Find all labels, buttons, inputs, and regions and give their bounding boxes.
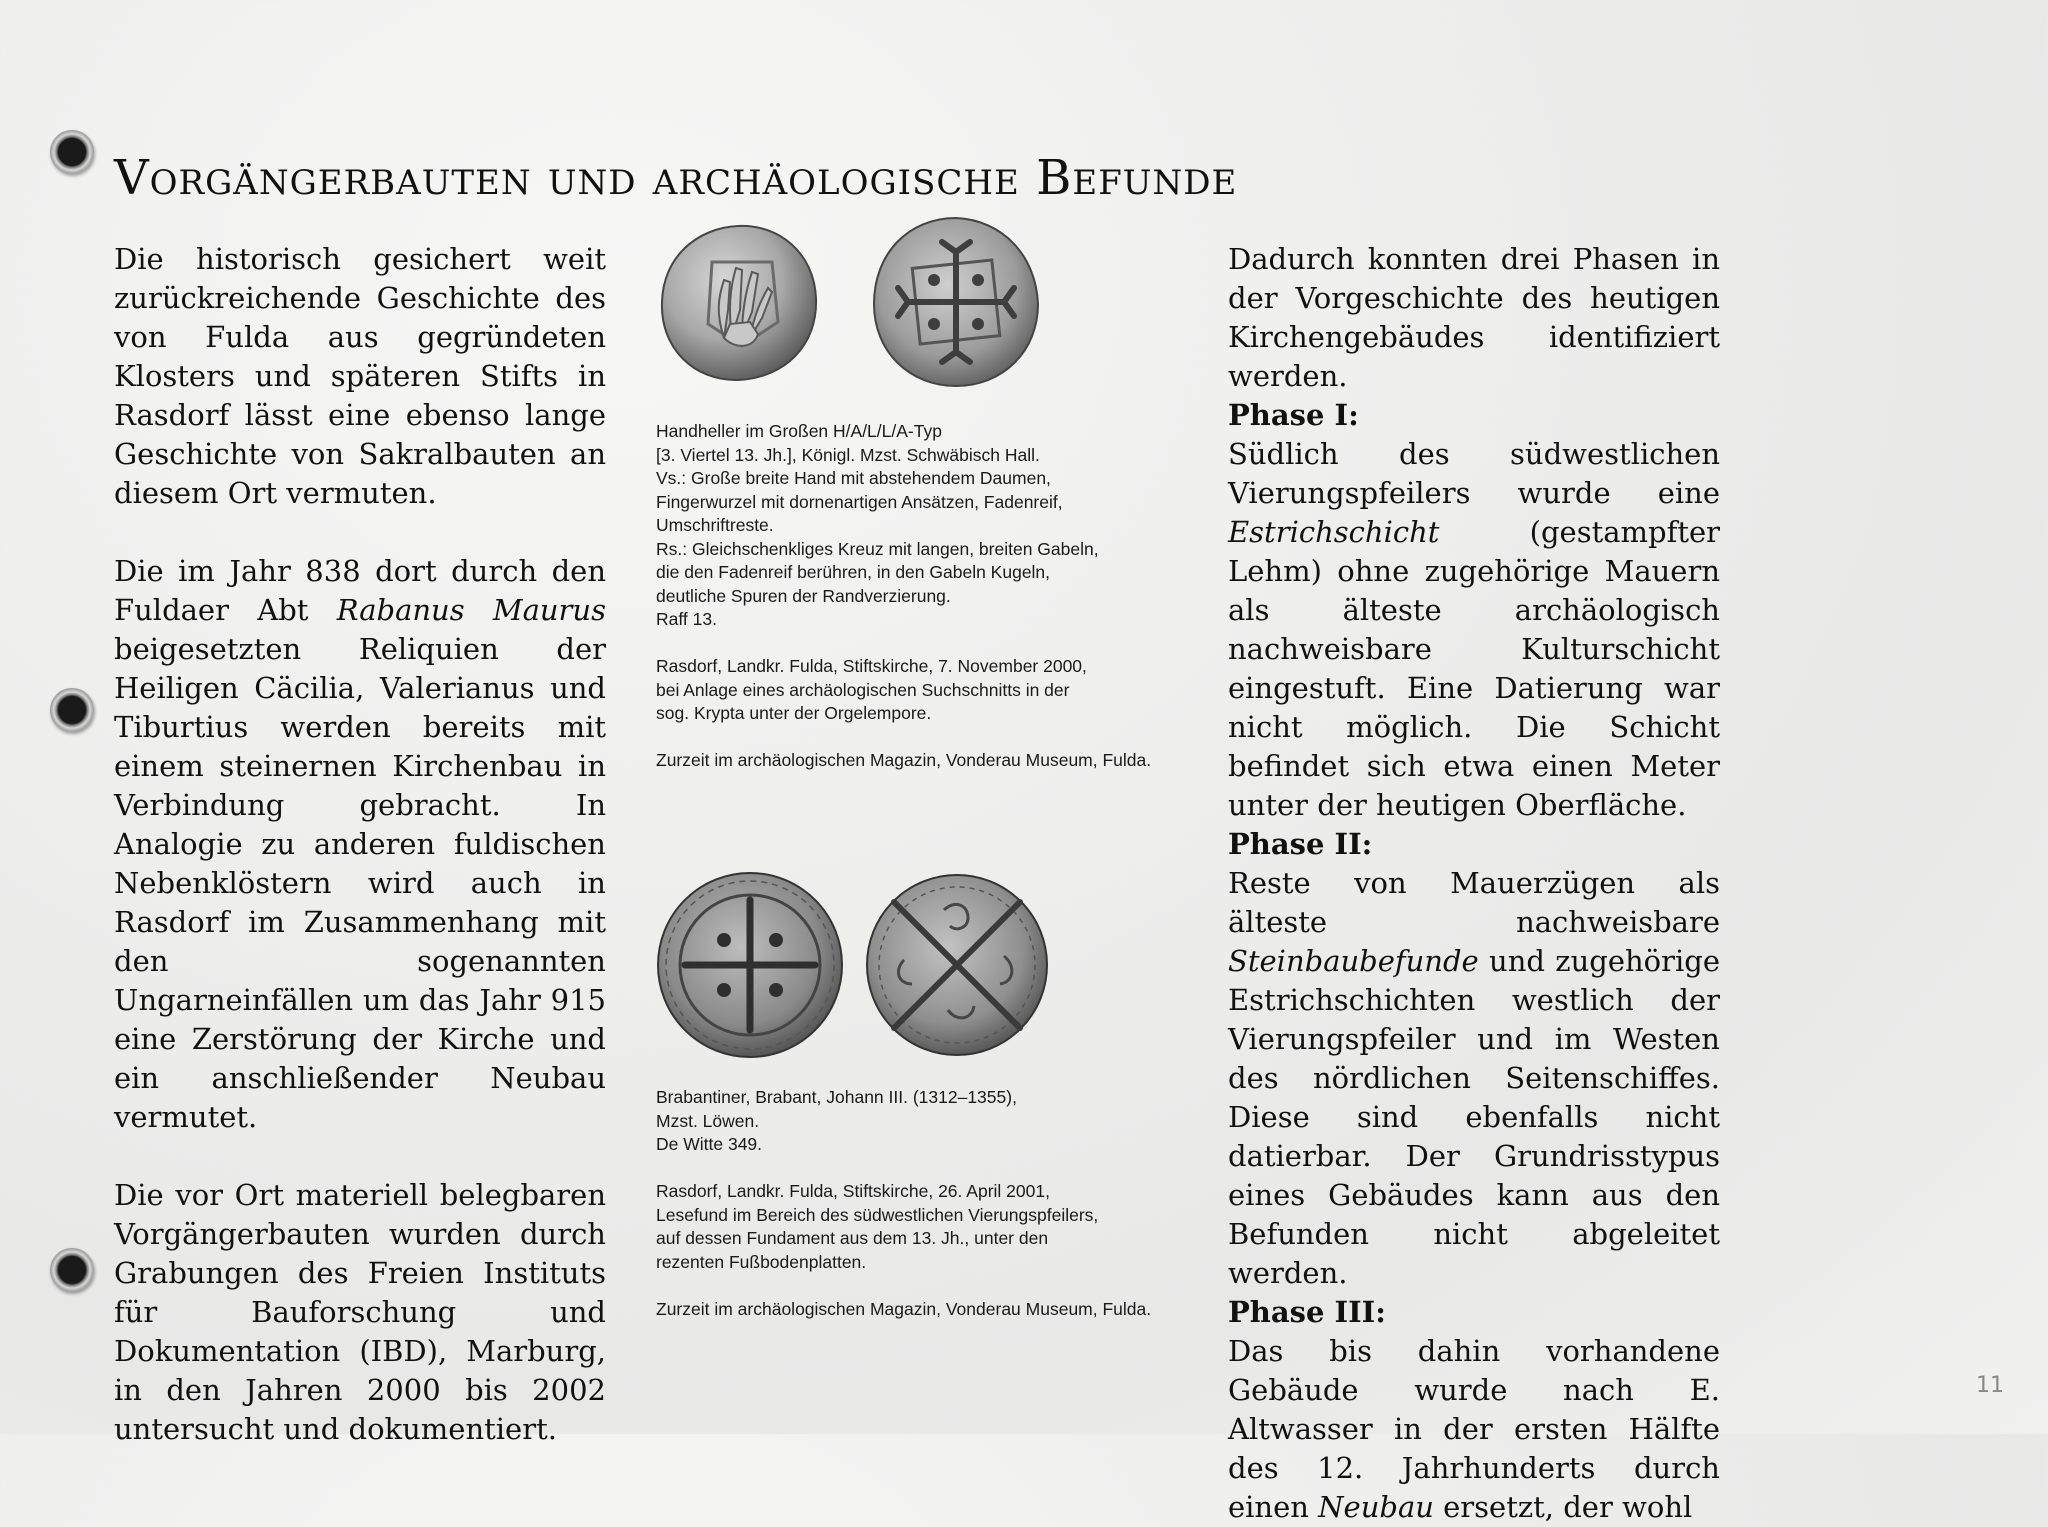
page-number: 11: [1976, 1373, 2004, 1398]
right-intro: Dadurch konnten drei Phasen in der Vorgeschichte des heutigen Kirchengebäudes identifiziert werden.: [1228, 242, 1720, 393]
caption-handheller-location: Zurzeit im archäologischen Magazin, Vonderau Museum, Fulda.: [656, 750, 1152, 770]
left-text-column: [114, 240, 606, 1449]
left-paragraph-2: [114, 552, 606, 1137]
caption-brabantiner: [656, 1086, 1202, 1321]
left-paragraph-1: Die historisch gesichert weit zurückreichende Geschichte des von Fulda aus gegründeten Klosters und späteren Stifts in Rasdorf lässt eine ebenso lange Geschichte von Sakralbauten an diesem Ort vermuten.: [114, 242, 606, 510]
phase-1-text: [1228, 435, 1720, 825]
text-span: Reste von Mauerzügen als älteste nachweisbare: [1228, 866, 1720, 939]
caption-handheller-description: Handheller im Großen H/A/L/L/A-Typ [3. Viertel 13. Jh.], Königl. Mzst. Schwäbisch Hall. Vs.: Große breite Hand mit abstehendem Daumen, Fingerwurzel mit dornenartigen Ansätzen, Fadenreif, Umschriftreste. Rs.: Gleichschenkliges Kreuz mit langen, breiten Gabeln, die den Fadenreif berühren, in den Gabeln Kugeln, deutliche Spuren der Randverzierung. Raff 13.: [656, 421, 1099, 629]
text-span: beigesetzten Reliquien der Heiligen Cäcilia, Valerianus und Tiburtius werden bereits mit einem steinernen Kirchenbau in Verbindung gebracht. In Analogie zu anderen fuldischen Nebenklöstern wird auch in Rasdorf im Zusammenhang mit den sogenannten Ungarneinfällen um das Jahr 915 eine Zerstörung der Kirche und ein anschließender Neubau vermutet.: [114, 632, 606, 1134]
coin-brabantiner-reverse-image: [864, 870, 1050, 1060]
term-steinbaubefunde: Steinbaubefunde: [1228, 944, 1479, 978]
coin-brabantiner-obverse-image: [654, 868, 846, 1062]
phase-2-heading: Phase II:: [1228, 827, 1373, 861]
phase-1-heading: Phase I:: [1228, 398, 1359, 432]
binder-hole-middle: [50, 688, 94, 732]
caption-brabantiner-location: Zurzeit im archäologischen Magazin, Vonderau Museum, Fulda.: [656, 1298, 1152, 1319]
name-rabanus-maurus: Rabanus Maurus: [336, 593, 606, 627]
binder-hole-bottom: [50, 1248, 94, 1292]
text-span: Die im Jahr 838 dort durch den Fuldaer Abt: [114, 554, 606, 627]
coin-handheller-reverse-image: [868, 212, 1044, 392]
term-neubau: Neubau: [1318, 1490, 1434, 1524]
text-span: ersetzt, der wohl: [1433, 1490, 1693, 1524]
caption-brabantiner-description: Brabantiner, Brabant, Johann III. (1312–1355), Mzst. Löwen. De Witte 349.: [656, 1087, 1017, 1154]
text-span: Südlich des südwestlichen Vierungspfeilers wurde eine: [1228, 437, 1720, 510]
caption-brabantiner-findspot: Rasdorf, Landkr. Fulda, Stiftskirche, 26. April 2001, Lesefund im Bereich des südwestlichen Vierungspfeilers, auf dessen Fundament aus dem 13. Jh., unter den rezenten Fußbodenplatten.: [656, 1181, 1099, 1272]
phase-3-text: [1228, 1332, 1720, 1527]
left-paragraph-3: Die vor Ort materiell belegbaren Vorgängerbauten wurden durch Grabungen des Freien Instituts für Bauforschung und Dokumentation (IBD), Marburg, in den Jahren 2000 bis 2002 untersucht und dokumentiert.: [114, 1178, 606, 1446]
text-span: (gestampfter Lehm) ohne zugehörige Mauern als älteste archäologisch nachweisbare Kulturschicht eingestuft. Eine Datierung war nicht möglich. Die Schicht befindet sich etwa einen Meter unter der heutigen Oberfläche.: [1228, 515, 1720, 822]
caption-handheller-findspot: Rasdorf, Landkr. Fulda, Stiftskirche, 7. November 2000, bei Anlage eines archäologischen Suchschnitts in der sog. Krypta unter der Orgelempore.: [656, 656, 1087, 723]
text-span: Das bis dahin vorhandene Gebäude wurde nach E. Altwasser in der ersten Hälfte des 12. Jahrhunderts durch einen: [1228, 1334, 1720, 1524]
coin-handheller-obverse-image: [654, 218, 822, 386]
term-estrichschicht: Estrichschicht: [1228, 515, 1440, 549]
phase-3-heading: Phase III:: [1228, 1295, 1386, 1329]
phase-2-text: [1228, 864, 1720, 1293]
right-text-column: [1228, 240, 1720, 1527]
text-span: und zugehörige Estrichschichten westlich der Vierungspfeiler und im Westen des nördlichen Seitenschiffes. Diese sind ebenfalls nicht datierbar. Der Grundrisstypus eines Gebäudes kann aus den Befunden nicht abgeleitet werden.: [1228, 944, 1720, 1290]
caption-handheller: [656, 420, 1202, 773]
binder-hole-top: [50, 130, 94, 174]
page-title: Vorgängerbauten und archäologische Befunde: [114, 150, 1238, 206]
